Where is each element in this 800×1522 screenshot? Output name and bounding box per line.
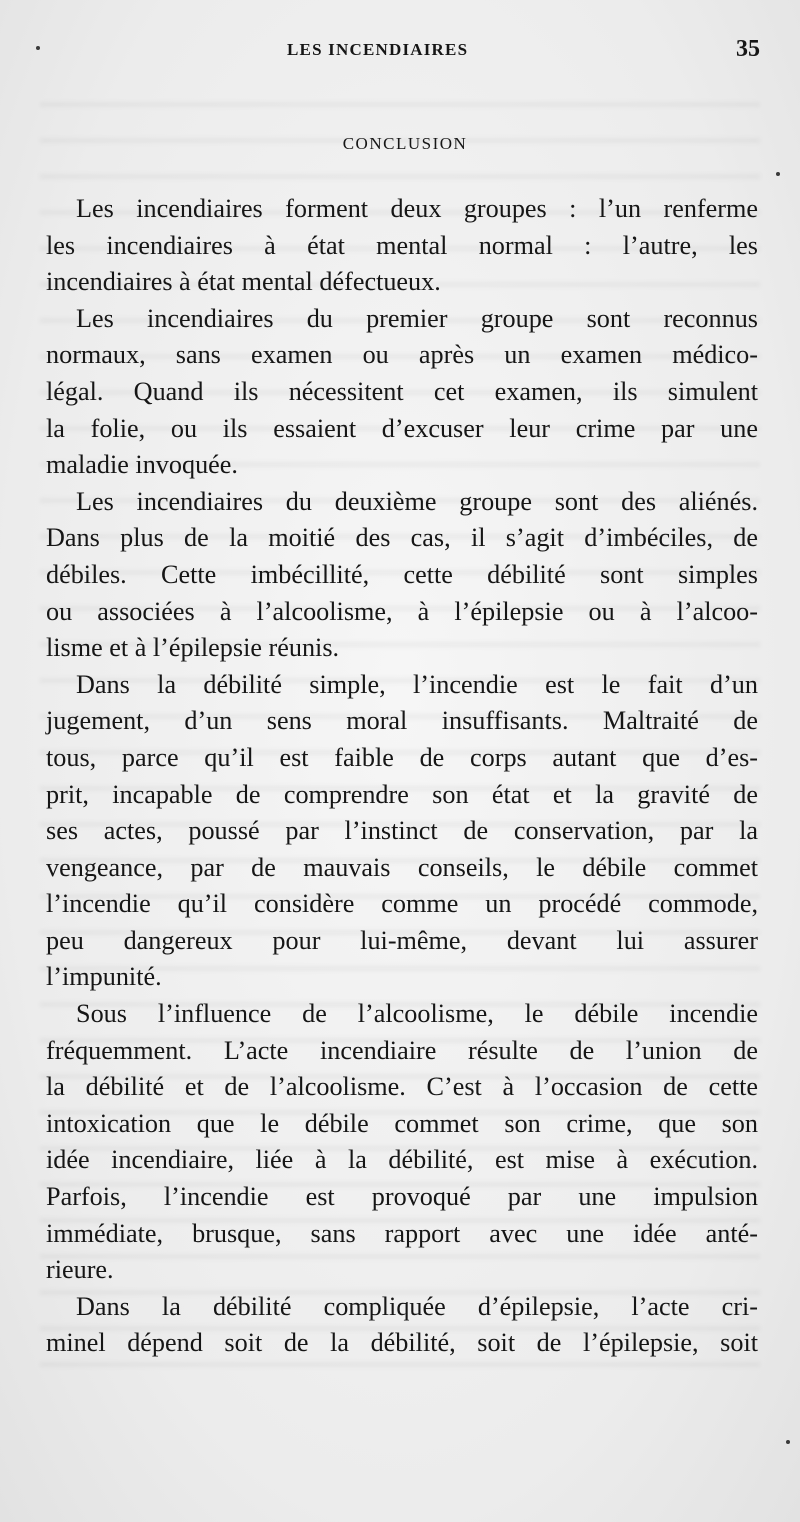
paragraph xyxy=(46,1289,758,1362)
print-speck xyxy=(36,46,40,50)
text-line: maladie invoquée. xyxy=(46,450,238,480)
text-line: Dans la débilité compliquée d’épilepsie, l’acte cri- xyxy=(76,1291,758,1321)
text-line: Dans plus de la moitié des cas, il s’agit d’imbéciles, de xyxy=(46,523,758,553)
text-line: Dans la débilité simple, l’incendie est le fait d’un xyxy=(76,669,758,699)
text-line: immédiate, brusque, sans rapport avec une idée anté- xyxy=(46,1218,758,1248)
text-line: Les incendiaires du premier groupe sont reconnus xyxy=(76,303,758,333)
text-line: Sous l’influence de l’alcoolisme, le débile incendie xyxy=(76,999,758,1029)
paragraph xyxy=(46,996,758,1289)
text-line: la folie, ou ils essaient d’excuser leur crime par une xyxy=(46,413,758,443)
text-line: Parfois, l’incendie est provoqué par une impulsion xyxy=(46,1182,758,1212)
text-line: lisme et à l’épilepsie réunis. xyxy=(46,633,340,663)
print-speck xyxy=(776,172,780,176)
text-line: ou associées à l’alcoolisme, à l’épilepsie ou à l’alcoo- xyxy=(46,596,758,626)
text-line: les incendiaires à état mental normal : l’autre, les xyxy=(46,230,758,260)
text-line: vengeance, par de mauvais conseils, le débile commet xyxy=(46,852,758,882)
text-line: incendiaires à état mental défectueux. xyxy=(46,267,441,297)
text-line: jugement, d’un sens moral insuffisants. Maltraité de xyxy=(46,706,758,736)
text-line: peu dangereux pour lui-même, devant lui assurer xyxy=(46,925,758,955)
page-number: 35 xyxy=(736,36,760,62)
paragraph xyxy=(46,484,758,667)
section-title: CONCLUSION xyxy=(342,134,468,153)
text-line: fréquemment. L’acte incendiaire résulte de l’union de xyxy=(46,1035,758,1065)
text-line: débiles. Cette imbécillité, cette débilité sont simples xyxy=(46,559,758,589)
print-speck xyxy=(786,1440,790,1444)
text-line: Les incendiaires forment deux groupes : l’un renferme xyxy=(76,194,758,223)
paragraph xyxy=(46,301,758,484)
text-line: tous, parce qu’il est faible de corps autant que d’es- xyxy=(46,742,758,772)
paragraph xyxy=(46,667,758,996)
text-line: prit, incapable de comprendre son état et la gravité de xyxy=(46,779,758,809)
body-text xyxy=(46,191,758,1362)
text-line: Les incendiaires du deuxième groupe sont des aliénés. xyxy=(76,486,758,516)
text-line: ses actes, poussé par l’instinct de conservation, par la xyxy=(46,816,758,846)
text-line: légal. Quand ils nécessitent cet examen, ils simulent xyxy=(46,376,758,406)
paragraph xyxy=(46,191,758,301)
text-line: l’incendie qu’il considère comme un procédé commode, xyxy=(46,889,758,919)
running-head: LES INCENDIAIRES xyxy=(287,40,469,59)
text-line: idée incendiaire, liée à la débilité, est mise à exécution. xyxy=(46,1145,758,1175)
text-line: l’impunité. xyxy=(46,962,162,992)
text-line: intoxication que le débile commet son crime, que son xyxy=(46,1108,758,1138)
text-line: normaux, sans examen ou après un examen médico- xyxy=(46,340,758,370)
text-line: minel dépend soit de la débilité, soit de l’épilepsie, soit xyxy=(46,1328,758,1358)
text-line: rieure. xyxy=(46,1255,114,1285)
text-line: la débilité et de l’alcoolisme. C’est à l’occasion de cette xyxy=(46,1072,758,1102)
